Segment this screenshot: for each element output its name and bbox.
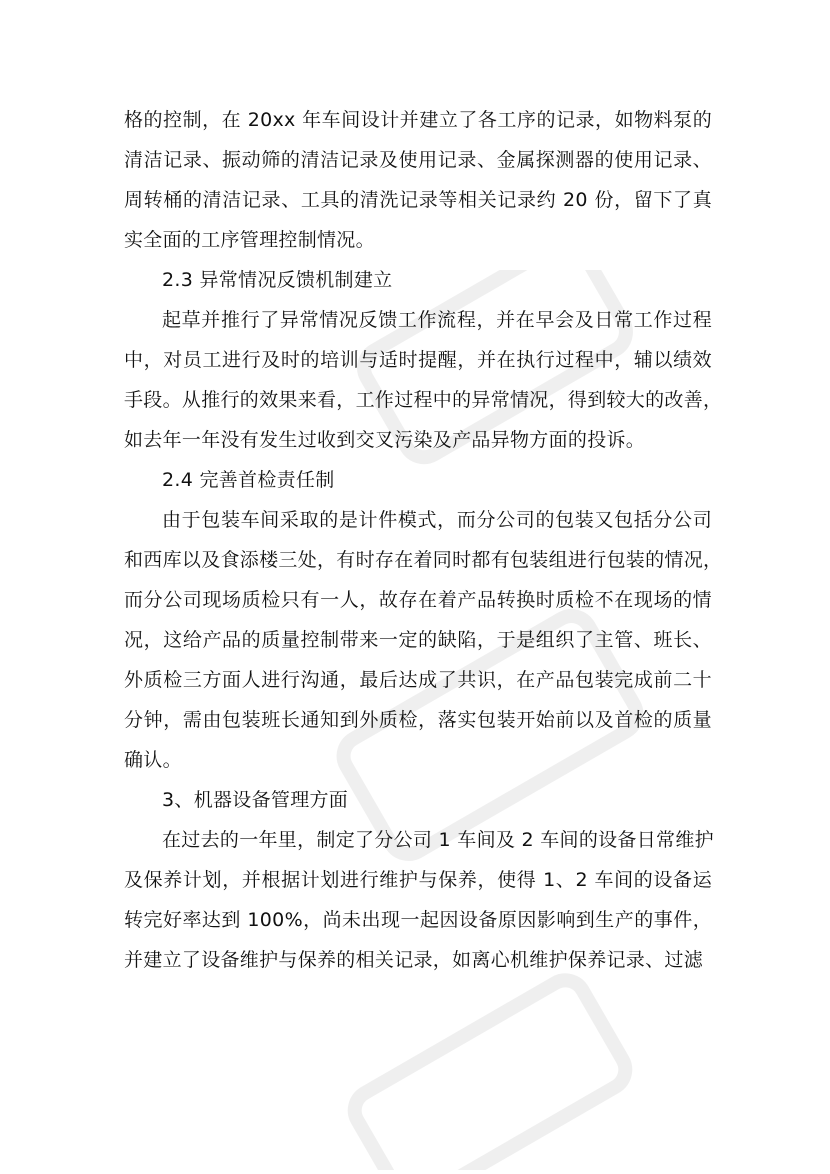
heading-text: 3、机器设备管理方面 (162, 789, 349, 811)
text-line: 外质检三方面人进行沟通，最后达成了共识，在产品包装完成前二十 (124, 669, 712, 691)
text-line: 实全面的工序管理控制情况。 (124, 229, 375, 251)
text-line: 周转桶的清洁记录、工具的清洗记录等相关记录约 20 份，留下了真 (124, 189, 712, 211)
text-line: 在过去的一年里，制定了分公司 1 车间及 2 车间的设备日常维护 (162, 829, 714, 851)
text-line: 转完好率达到 100%，尚未出现一起因设备原因影响到生产的事件， (124, 909, 712, 931)
heading-text: 2.3 异常情况反馈机制建立 (162, 269, 393, 291)
body-paragraph (124, 820, 712, 980)
heading-text: 2.4 完善首检责任制 (162, 469, 335, 491)
text-line: 起草并推行了异常情况反馈工作流程，并在早会及日常工作过程 (162, 309, 712, 331)
text-line: 手段。从推行的效果来看，工作过程中的异常情况，得到较大的改善， (124, 389, 723, 411)
text-line: 及保养计划，并根据计划进行维护与保养，使得 1、2 车间的设备运 (124, 869, 712, 891)
body-paragraph (124, 300, 723, 460)
body-paragraph (124, 500, 723, 780)
text-line: 清洁记录、振动筛的清洁记录及使用记录、金属探测器的使用记录、 (124, 149, 712, 171)
text-line: 如去年一年没有发生过收到交叉污染及产品异物方面的投诉。 (124, 429, 646, 451)
section-heading (124, 460, 712, 500)
text-line: 并建立了设备维护与保养的相关记录，如离心机维护保养记录、过滤 (124, 949, 704, 971)
text-line: 而分公司现场质检只有一人，故存在着产品转换时质检不在现场的情 (124, 589, 712, 611)
document-body (124, 100, 723, 980)
text-line: 确认。 (124, 749, 182, 771)
text-line: 和西库以及食添楼三处，有时存在着同时都有包装组进行包装的情况， (124, 549, 723, 571)
section-heading (124, 780, 712, 820)
text-line: 格的控制，在 20xx 年车间设计并建立了各工序的记录，如物料泵的 (124, 109, 712, 131)
body-paragraph (124, 100, 712, 260)
section-heading (124, 260, 712, 300)
text-line: 中，对员工进行及时的培训与适时提醒，并在执行过程中，辅以绩效 (124, 349, 712, 371)
text-line: 由于包装车间采取的是计件模式，而分公司的包装又包括分公司 (162, 509, 712, 531)
text-line: 况，这给产品的质量控制带来一定的缺陷，于是组织了主管、班长、 (124, 629, 712, 651)
text-line: 分钟，需由包装班长通知到外质检，落实包装开始前以及首检的质量 (124, 709, 712, 731)
